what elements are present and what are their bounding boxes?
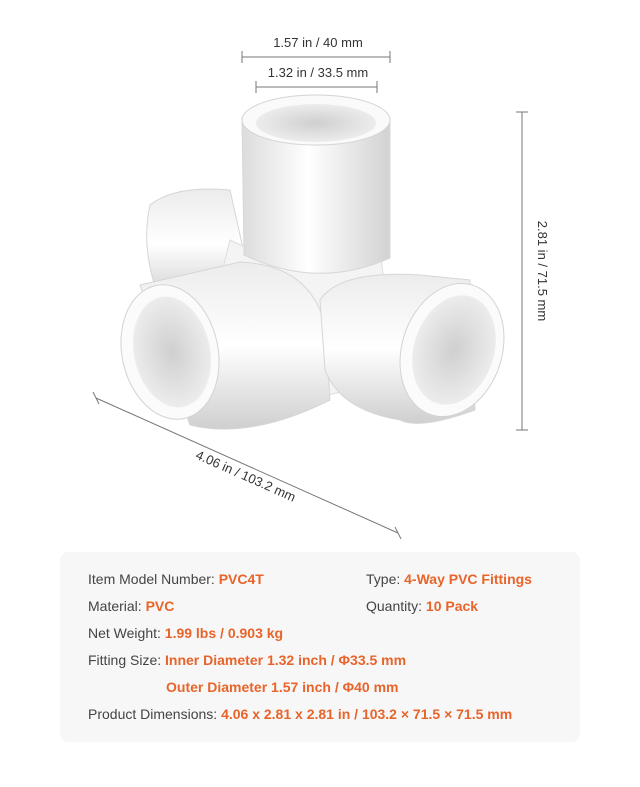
spec-card <box>60 552 580 742</box>
spec-quantity-value: 10 Pack <box>425 598 479 614</box>
spec-weight-value: 1.99 lbs / 0.903 kg <box>164 625 284 641</box>
spec-model-label: Item Model Number: <box>88 571 219 587</box>
height-label: 2.81 in / 71.5 mm <box>535 220 550 322</box>
spec-weight <box>88 625 283 641</box>
spec-model-value: PVC4T <box>218 571 264 587</box>
spec-dimensions-value: 4.06 x 2.81 x 2.81 in / 103.2 × 71.5 × 71.5 mm <box>221 706 513 722</box>
spec-weight-label: Net Weight: <box>88 625 165 641</box>
spec-type-value: 4-Way PVC Fittings <box>404 571 532 587</box>
spec-quantity <box>366 598 478 614</box>
length-label: 4.06 in / 103.2 mm <box>193 447 299 505</box>
spec-dimensions <box>88 706 512 722</box>
left-socket <box>109 262 330 429</box>
spec-type-label: Type: <box>366 571 405 587</box>
spec-model <box>88 571 264 587</box>
spec-fitting-outer <box>166 679 398 695</box>
spec-type <box>366 571 532 587</box>
spec-material <box>88 598 174 614</box>
top-inner-label: 1.32 in / 33.5 mm <box>267 65 369 80</box>
right-socket <box>320 270 521 430</box>
top-socket <box>242 95 390 273</box>
spec-fitting-label: Fitting Size: <box>88 652 166 668</box>
spec-fitting-size <box>88 652 406 668</box>
spec-dimensions-label: Product Dimensions: <box>88 706 222 722</box>
spec-quantity-label: Quantity: <box>366 598 426 614</box>
spec-fitting-inner-value: Inner Diameter 1.32 inch / Φ33.5 mm <box>165 652 407 668</box>
spec-fitting-outer-value: Outer Diameter 1.57 inch / Φ40 mm <box>166 679 399 695</box>
spec-material-label: Material: <box>88 598 146 614</box>
spec-material-value: PVC <box>145 598 175 614</box>
top-outer-label: 1.57 in / 40 mm <box>273 35 363 50</box>
